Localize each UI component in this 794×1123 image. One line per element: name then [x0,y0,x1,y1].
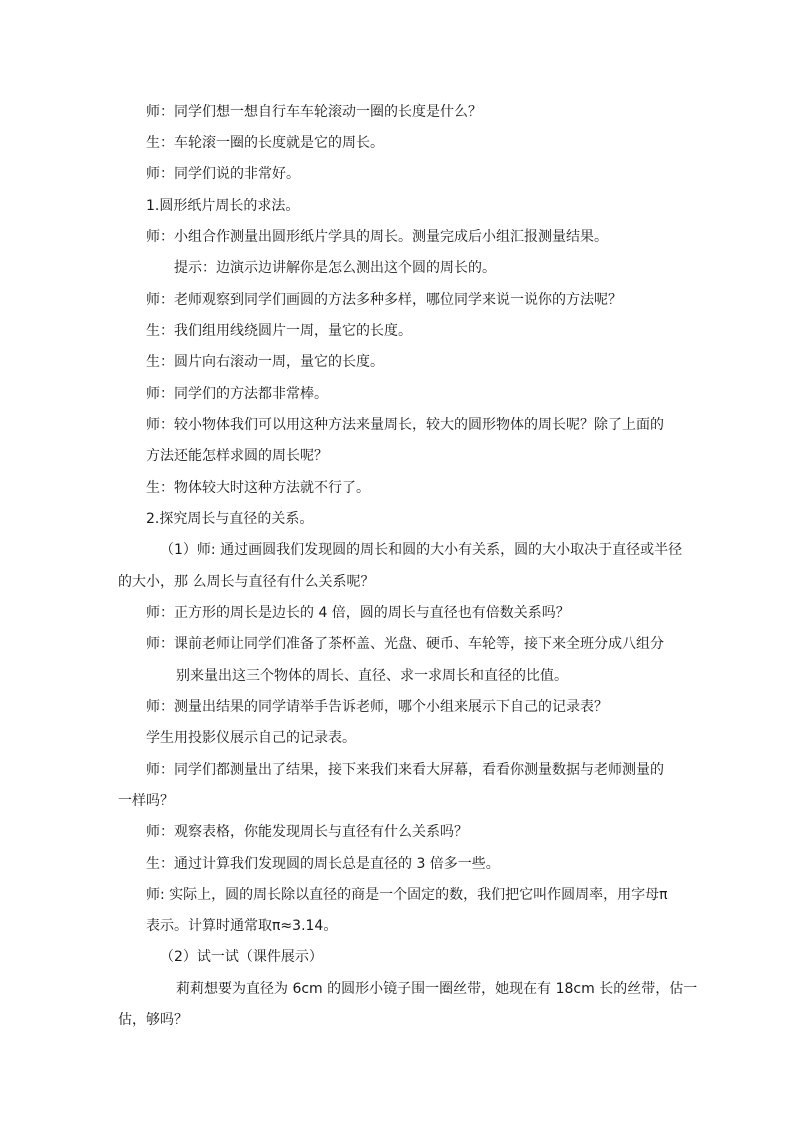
section-heading: （2）试一试（课件展示） [160,949,323,965]
text-line: 一样吗？ [118,793,174,809]
text-line: 师：小组合作测量出圆形纸片学具的周长。测量完成后小组汇报测量结果。 [146,229,608,245]
text-line: 师：同学们想一想自行车车轮滚动一圈的长度是什么？ [146,104,482,120]
text-line: 师：较小物体我们可以用这种方法来量周长，较大的圆形物体的周长呢？除了上面的 [146,417,664,433]
text-line: 生：物体较大时这种方法就不行了。 [146,480,370,496]
text-line: 学生用投影仪展示自己的记录表。 [146,730,356,746]
text-line: 师：同学们都测量出了结果，接下来我们来看大屏幕，看看你测量数据与老师测量的 [146,762,664,778]
text-line: 师：测量出结果的同学请举手告诉老师，哪个小组来展示下自己的记录表？ [146,699,608,715]
hint-line: 提示：边演示边讲解你是怎么测出这个圆的周长的。 [174,260,496,276]
text-line: 估，够吗？ [118,1012,188,1028]
text-line: 方法还能怎样求圆的周长呢？ [146,448,328,464]
section-heading: 1.圆形纸片周长的求法。 [146,198,300,214]
text-line: 师：正方形的周长是边长的 4 倍，圆的周长与直径也有倍数关系吗？ [146,605,570,621]
text-line: 师：同学们说的非常好。 [146,166,300,182]
text-line: 莉莉想要为直径为 6cm 的圆形小镜子围一圈丝带，她现在有 18cm 长的丝带，估一 [176,981,698,997]
text-line: 师：观察表格，你能发现周长与直径有什么关系吗？ [146,824,468,840]
text-line: （1）师: 通过画圆我们发现圆的周长和圆的大小有关系，圆的大小取决于直径或半径 [160,542,683,558]
text-line: 师：老师观察到同学们画圆的方法多种多样，哪位同学来说一说你的方法呢？ [146,292,622,308]
text-line: 别来量出这三个物体的周长、直径、求一求周长和直径的比值。 [176,668,568,684]
text-line: 生：车轮滚一圈的长度就是它的周长。 [146,135,384,151]
text-line: 师：课前老师让同学们准备了茶杯盖、光盘、硬币、车轮等，接下来全班分成八组分 [146,636,664,652]
text-line: 生：圆片向右滚动一周，量它的长度。 [146,354,384,370]
text-line: 表示。计算时通常取π≈3.14。 [146,918,338,934]
text-line: 的大小，那 么周长与直径有什么关系呢？ [118,574,375,590]
text-line: 生：通过计算我们发现圆的周长总是直径的 3 倍多一些。 [146,856,500,872]
text-line: 师：同学们的方法都非常棒。 [146,386,328,402]
text-line: 生：我们组用线绕圆片一周，量它的长度。 [146,323,412,339]
text-line: 师: 实际上，圆的周长除以直径的商是一个固定的数，我们把它叫作圆周率，用字母π [146,887,668,903]
section-heading: 2.探究周长与直径的关系。 [146,511,314,527]
